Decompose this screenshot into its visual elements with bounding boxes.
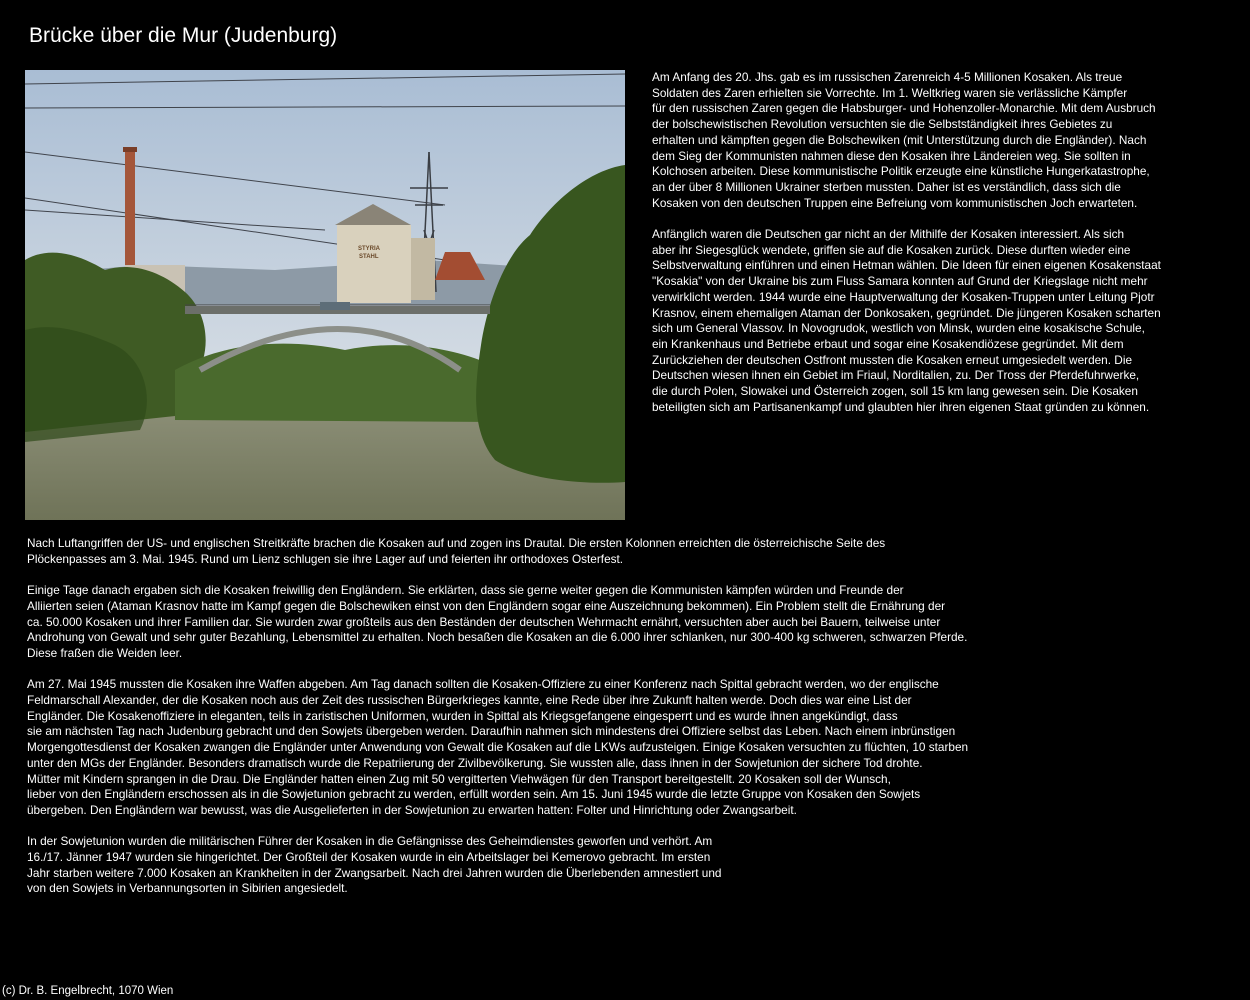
text-line: beteiligten sich am Partisanenkampf und glaubten hier ihren eigenen Staat gründen zu können. [652, 399, 1150, 414]
stahl-sign: STAHL [359, 254, 379, 260]
text-line: Kosaken von den deutschen Truppen eine Befreiung vom kommunistischen Joch erwarteten. [652, 195, 1138, 210]
text-line: an der über 8 Millionen Ukrainer sterben mussten. Daher ist es verständlich, dass sich die [652, 179, 1121, 194]
bridge-photo [25, 70, 625, 520]
text-line: Am Anfang des 20. Jhs. gab es im russischen Zarenreich 4-5 Millionen Kosaken. Als treue [652, 70, 1123, 84]
text-line: Morgengottesdienst der Kosaken zwangen die Engländer unter Anwendung von Gewalt die Kosaken auf die LKWs aufzusteigen. Einige Kosaken versuchten zu flüchten, 10 starben [27, 740, 969, 755]
text-line: ca. 50.000 Kosaken und ihrer Familien dar. Sie wurden zwar großteils aus den Beständen der deutschen Wehrmacht ernährt, versuchten aber auch bei Bauern, teilweise unter [27, 614, 941, 629]
text-line: "Kosakia" von der Ukraine bis zum Fluss Samara konnten auf Grund der Kriegslage nicht mehr [652, 274, 1148, 289]
text-line: Soldaten des Zaren erhielten sie Vorrechte. Im 1. Weltkrieg waren sie verlässliche Kämpfer [652, 85, 1128, 100]
page-title: Brücke über die Mur (Judenburg) [29, 24, 338, 47]
text-line: für den russischen Zaren gegen die Habsburger- und Hohenzoller-Monarchie. Mit dem Ausbruch [652, 101, 1156, 116]
text-line: Jahr starben weitere 7.000 Kosaken an Krankheiten in der Zwangsarbeit. Nach drei Jahren wurden die Überlebenden amnestiert und [27, 865, 722, 880]
text-line: Kolchosen arbeiten. Diese kommunistische Politik erzeugte eine künstliche Hungerkatastrophe, [652, 164, 1150, 179]
text-line: Mütter mit Kindern sprangen in die Drau. Die Engländer hatten einen Zug mit 50 vergitterten Viehwägen für den Transport bereitgestellt. 20 Kosaken soll der Wunsch, [27, 771, 891, 786]
paragraph [652, 70, 1192, 211]
text-line: Alliierten seien (Ataman Krasnov hatte im Kampf gegen die Bolschewiken einst von den Engländern sogar eine Auszeichnung bekommen). Ein Problem stellt die Ernährung der [27, 598, 946, 613]
text-line: In der Sowjetunion wurden die militärischen Führer der Kosaken in die Gefängnisse des Geheimdienstes geworfen und verhört. Am [27, 834, 713, 849]
text-line: sie am nächsten Tag nach Judenburg gebracht und den Sowjets übergeben werden. Daraufhin nahmen sich mindestens drei Offiziere selbst das Leben. Nach einem inbrünstigen [27, 724, 956, 739]
paragraph [27, 834, 1017, 897]
text-line: dem Sieg der Kommunisten nahmen diese den Kosaken ihre Ländereien weg. Sie sollten in [652, 148, 1131, 163]
text-line: Diese fraßen die Weiden leer. [27, 645, 183, 660]
text-line: der bolschewistischen Revolution versuchten sie die Selbstständigkeit ihres Gebietes zu [652, 117, 1113, 132]
text-line: Am 27. Mai 1945 mussten die Kosaken ihre Waffen abgeben. Am Tag danach sollten die Kosaken-Offiziere zu einer Konferenz nach Spittal gebracht werden, wo der englische [27, 677, 939, 692]
text-line: unter den MGs der Engländer. Besonders dramatisch wurde die Repatriierung der Zivilbevölkerung. Sie wussten alle, dass ihnen in der Sowjetunion der sichere Tod drohte. [27, 755, 923, 770]
text-line: von den Sowjets in Verbannungsorten in Sibirien angesiedelt. [27, 881, 348, 896]
text-line: übergeben. Den Engländern war bewusst, was die Ausgelieferten in der Sowjetunion zu erwarten hatten: Folter und Hinrichtung oder Zwangsarbeit. [27, 802, 797, 817]
paragraph [27, 583, 1017, 662]
text-line: Engländer. Die Kosakenoffiziere in eleganten, teils in zaristischen Uniformen, wurden in Spittal als Kriegsgefangene eingesperrt und es wurde ihnen angekündigt, dass [27, 708, 898, 723]
text-line: Anfänglich waren die Deutschen gar nicht an der Mithilfe der Kosaken interessiert. Als sich [652, 227, 1125, 242]
text-line: 16./17. Jänner 1947 wurden sie hingerichtet. Der Großteil der Kosaken wurde in ein Arbeitslager bei Kemerovo gebracht. Im ersten [27, 850, 711, 865]
paragraph [27, 536, 1017, 567]
text-line: ein Krankenhaus und Betriebe erbaut und sogar eine Kosakendiözese gegründet. Mit dem [652, 336, 1124, 351]
text-line: erhalten und kämpften gegen die Bolschewiken (mit Unterstützung durch die Engländer). Nach [652, 132, 1147, 147]
text-line: Selbstverwaltung einführen und einen Hetman wählen. Die Ideen für einen eigenen Kosakenstaat [652, 258, 1161, 273]
intro-text [652, 70, 1192, 431]
styria-sign: STYRIA [358, 246, 381, 252]
text-line: Einige Tage danach ergaben sich die Kosaken freiwillig den Engländern. Sie erklärten, dass sie gerne weiter gegen die Kommunisten kämpfen würden und Freunde der [27, 583, 904, 598]
paragraph [27, 677, 1017, 818]
copyright: (c) Dr. B. Engelbrecht, 1070 Wien [2, 985, 174, 997]
text-line: Zurückziehen der deutschen Ostfront mussten die Kosaken erneut umgesiedelt werden. Die [652, 352, 1133, 367]
text-line: lieber von den Engländern erschossen als in die Sowjetunion gebracht zu werden, erfüllt worden sein. Am 15. Juni 1945 wurde die letzte Gruppe von Kosaken den Sowjets [27, 787, 921, 802]
history-text [27, 536, 1017, 913]
text-line: Androhung von Gewalt und sehr guter Bezahlung, Lebensmittel zu erhalten. Noch besaßen die Kosaken an die 6.000 ihrer schlanken, nur 300-400 kg schweren, schwarzen Pferde. [27, 630, 968, 645]
text-line: die durch Polen, Slowakei und Österreich zogen, soll 15 km lang gewesen sein. Die Kosaken [652, 384, 1138, 399]
text-line: sich um General Vlassov. In Novogrudok, westlich von Minsk, wurden eine kosakische Schule, [652, 321, 1145, 336]
text-line: Krasnov, einem ehemaligen Ataman der Donkosaken, gegründet. Die jüngeren Kosaken scharten [652, 305, 1161, 320]
text-line: Deutschen wiesen ihnen ein Gebiet im Friaul, Norditalien, zu. Der Tross der Pferdefuhrwerke, [652, 368, 1140, 383]
text-line: Plöckenpasses am 3. Mai. 1945. Rund um Lienz schlugen sie ihre Lager auf und feierten ihr orthodoxes Osterfest. [27, 551, 624, 566]
text-line: aber ihr Siegesglück wendete, griffen sie auf die Kosaken zurück. Diese durften wieder eine [652, 242, 1131, 257]
paragraph [652, 227, 1192, 415]
text-line: Feldmarschall Alexander, der die Kosaken noch aus der Zeit des russischen Bürgerkrieges kannte, eine Rede über ihre Zukunft halten werde. Doch dies war eine List der [27, 693, 912, 707]
text-line: verwirklicht werden. 1944 wurde eine Hauptverwaltung der Kosaken-Truppen unter Leitung Pjotr [652, 289, 1155, 304]
text-line: Nach Luftangriffen der US- und englischen Streitkräfte brachen die Kosaken auf und zogen ins Drautal. Die ersten Kolonnen erreichten die österreichische Seite des [27, 536, 886, 550]
